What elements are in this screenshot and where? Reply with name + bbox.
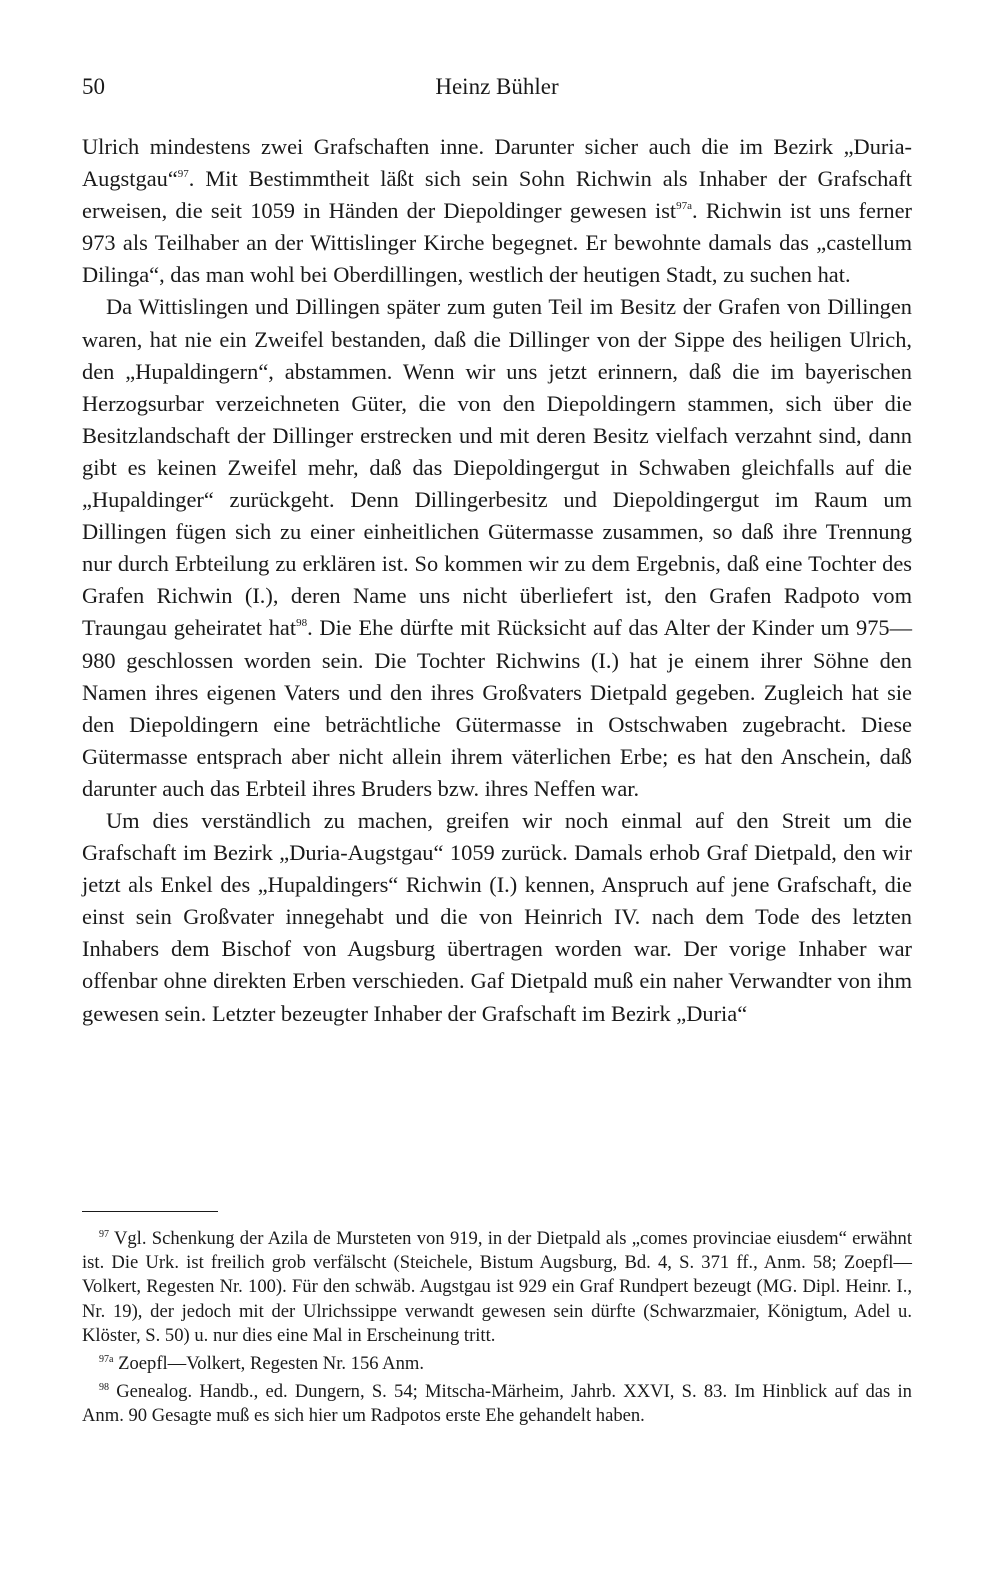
text-run: Um dies verständlich zu machen, greifen wir noch einmal auf den Streit um die Grafschaft im Bezirk „Duria-Augstgau“ 1059 zurück. Damals erhob Graf Dietpald, den wir jetzt als Enkel des „Hupaldingers“ Richwin (I.) kennen, Anspruch auf jene Grafschaft, die einst sein Großvater innegehabt und die von Heinrich IV. nach dem Tode des letzten Inhabers dem Bischof von Augsburg übertragen worden war. Der vorige Inhaber war offenbar ohne direkten Erben verschieden. Gaf Dietpald muß ein naher Verwandter von ihm gewesen sein. Letzter bezeugter Inhaber der Grafschaft im Bezirk „Duria“ <box>82 807 912 1026</box>
text-run: . Die Ehe dürfte mit Rücksicht auf das Alter der Kinder um 975—980 geschlossen worden sein. Die Tochter Richwins (I.) hat je einem ihrer Söhne den Namen ihres eigenen Vaters und den ihres Großvaters Dietpald gegeben. Zugleich hat sie den Diepoldingern eine beträchtliche Gütermasse in Ostschwaben zugebracht. Diese Gütermasse entsprach aber nicht allein ihrem väterlichen Erbe; es hat den Anschein, daß darunter auch das Erbteil ihres Bruders bzw. ihres Neffen war. <box>82 615 912 801</box>
text-run: . Mit Bestimmtheit läßt sich sein Sohn Richwin als Inhaber der Grafschaft erweisen, die seit 1059 in Händen der Diepoldinger gewesen ist <box>82 166 912 224</box>
page-number: 50 <box>82 74 105 99</box>
footnote-text: Zoepfl—Volkert, Regesten Nr. 156 Anm. <box>118 1353 425 1375</box>
footnote-97a <box>82 1352 912 1376</box>
footnote-mark: 98 <box>99 1382 109 1394</box>
text-run: . Richwin ist uns ferner 973 als Teilhaber an der Wittislinger Kirche begegnet. Er bewohnte damals das „castellum Dilinga“, das man wohl bei Oberdillingen, westlich der heutigen Stadt, zu suchen hat. <box>82 198 912 288</box>
footnote-ref-97: 97 <box>177 168 189 181</box>
footnote-ref-98: 98 <box>296 617 308 630</box>
paragraph-2 <box>82 291 912 805</box>
text-run: Ulrich mindestens zwei Grafschaften inne. Darunter sicher auch die im Bezirk „Duria-Augstgau“ <box>82 134 912 192</box>
footnote-mark: 97a <box>99 1354 114 1366</box>
footnote-98 <box>82 1380 912 1428</box>
footnote-text: Vgl. Schenkung der Azila de Mursteten von 919, in der Dietpald als „comes provinciae eiusdem“ erwähnt ist. Die Urk. ist freilich grob verfälscht (Steichele, Bistum Augsburg, Bd. 4, S. 371 ff., Anm. 58; Zoepfl—Volkert, Regesten Nr. 100). Für den schwäb. Augstgau ist 929 ein Graf Rundpert bezeugt (MG. Dipl. Heinr. I., Nr. 19), der jedoch mit der Ulrichssippe verwandt gewesen sein dürfte (Schwarzmaier, Königtum, Adel u. Klöster, S. 50) u. nur dies eine Mal in Erscheinung tritt. <box>82 1228 912 1346</box>
footnotes <box>82 1227 912 1433</box>
footnote-mark: 97 <box>99 1229 109 1240</box>
page-header <box>82 74 912 108</box>
paragraph-3 <box>82 805 912 1030</box>
running-head: Heinz Bühler <box>435 74 559 99</box>
body-text <box>82 131 912 1030</box>
text-run: Da Wittislingen und Dillingen später zum guten Teil im Besitz der Grafen von Dillingen waren, hat nie ein Zweifel bestanden, daß die Dillinger von der Sippe des heiligen Ulrich, den „Hupaldingern“, abstammen. Wenn wir uns jetzt erinnern, daß die im bayerischen Herzogsurbar verzeichneten Güter, die von den Diepoldingern stammen, sich über die Besitzlandschaft der Dillinger erstrecken und mit deren Besitz vielfach verzahnt sind, dann gibt es keinen Zweifel mehr, daß das Diepoldingergut in Schwaben gleichfalls auf die „Hupaldinger“ zurückgeht. Denn Dillingerbesitz und Diepoldingergut im Raum um Dillingen fügen sich zu einer einheitlichen Gütermasse zusammen, so daß ihre Trennung nur durch Erbteilung zu erklären ist. So kommen wir zu dem Ergebnis, daß eine Tochter des Grafen Richwin (I.), deren Name uns nicht überliefert ist, den Grafen Radpoto vom Traungau geheiratet hat <box>82 294 912 641</box>
footnote-ref-97a: 97a <box>676 200 693 213</box>
paragraph-1 <box>82 131 912 291</box>
footnote-97 <box>82 1227 912 1348</box>
footnote-text: Genealog. Handb., ed. Dungern, S. 54; Mitscha-Märheim, Jahrb. XXVI, S. 83. Im Hinblick auf das in Anm. 90 Gesagte muß es sich hier um Radpotos erste Ehe gehandelt haben. <box>82 1381 912 1427</box>
footnote-divider <box>82 1211 218 1212</box>
